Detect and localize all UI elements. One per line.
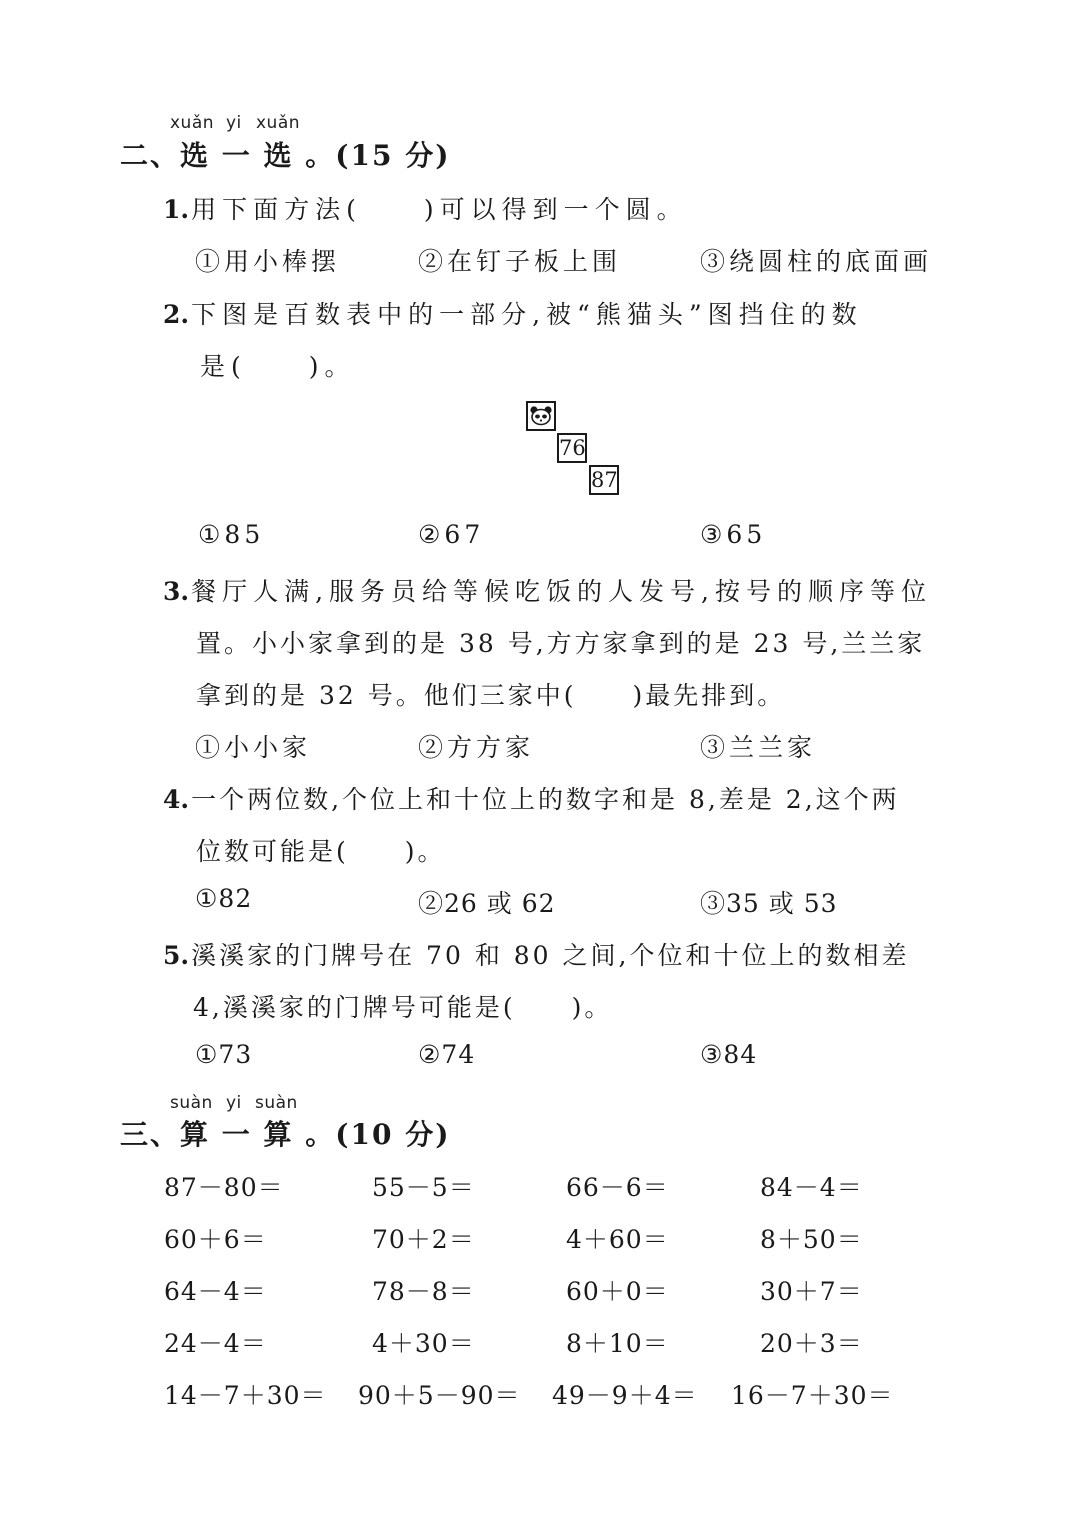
section-2-title: 二、选 一 选 。(15 分) — [120, 139, 451, 172]
q2-option-2[interactable]: ②67 — [418, 520, 485, 549]
q5-option-1[interactable]: ①73 — [195, 1040, 253, 1069]
q3-option-1[interactable]: ①小小家 — [195, 733, 312, 762]
question-1 — [163, 190, 688, 226]
question-2-number: 2. — [163, 300, 190, 329]
question-4-line-2: 位数可能是( )。 — [196, 837, 446, 866]
calc-4-3: 8＋10＝ — [566, 1329, 669, 1358]
calc-5-1: 14－7＋30＝ — [164, 1381, 327, 1410]
number-cell-87: 87 — [589, 465, 619, 495]
q3-option-3[interactable]: ③兰兰家 — [700, 733, 817, 762]
calc-4-2: 4＋30＝ — [372, 1329, 475, 1358]
question-5-line-2: 4,溪溪家的门牌号可能是( )。 — [193, 993, 613, 1022]
section-3-title: 三、算 一 算 。(10 分) — [120, 1118, 451, 1151]
q4-option-1[interactable]: ①82 — [195, 884, 253, 913]
calc-4-4: 20＋3＝ — [760, 1329, 863, 1358]
q4-option-3[interactable]: ③35 或 53 — [700, 889, 838, 918]
q2-option-1[interactable]: ①85 — [198, 520, 265, 549]
calc-2-1: 60＋6＝ — [164, 1225, 267, 1254]
panda-head-icon — [528, 403, 554, 429]
calc-3-4: 30＋7＝ — [760, 1277, 863, 1306]
calc-3-3: 60＋0＝ — [566, 1277, 669, 1306]
q2-option-3[interactable]: ③65 — [700, 520, 767, 549]
q1-option-2[interactable]: ②在钉子板上围 — [418, 247, 622, 276]
calc-3-2: 78－8＝ — [372, 1277, 475, 1306]
pinyin-suan-2: suàn — [255, 1093, 298, 1113]
q1-option-1[interactable]: ①用小棒摆 — [195, 247, 341, 276]
question-1-text: 用下面方法( )可以得到一个圆。 — [191, 195, 688, 224]
q1-option-3[interactable]: ③绕圆柱的底面画 — [700, 247, 933, 276]
calc-5-3: 49－9＋4＝ — [552, 1381, 698, 1410]
question-5-number: 5. — [163, 941, 190, 970]
question-3 — [163, 572, 932, 608]
question-2-line-2: 是( )。 — [200, 352, 356, 381]
question-4-number: 4. — [163, 785, 190, 814]
pinyin-suan-1: suàn — [170, 1093, 213, 1113]
question-4 — [163, 780, 900, 816]
pinyin-yi-2: yi — [226, 1093, 242, 1113]
question-3-number: 3. — [163, 577, 190, 606]
panda-cell — [526, 401, 556, 431]
calc-5-4: 16－7＋30＝ — [731, 1381, 894, 1410]
question-5 — [163, 936, 909, 972]
calc-2-3: 4＋60＝ — [566, 1225, 669, 1254]
calc-1-1: 87－80＝ — [164, 1173, 284, 1202]
calc-2-4: 8＋50＝ — [760, 1225, 863, 1254]
q5-option-2[interactable]: ②74 — [418, 1040, 476, 1069]
calc-4-1: 24－4＝ — [164, 1329, 267, 1358]
question-4-line-1: 一个两位数,个位上和十位上的数字和是 8,差是 2,这个两 — [191, 785, 900, 814]
calc-5-2: 90＋5－90＝ — [358, 1381, 521, 1410]
q5-option-3[interactable]: ③84 — [700, 1040, 758, 1069]
q3-option-2[interactable]: ②方方家 — [418, 733, 535, 762]
calc-3-1: 64－4＝ — [164, 1277, 267, 1306]
calc-1-2: 55－5＝ — [372, 1173, 475, 1202]
calc-1-3: 66－6＝ — [566, 1173, 669, 1202]
pinyin-xuan-2: xuǎn — [256, 113, 301, 133]
question-3-line-1: 餐厅人满,服务员给等候吃饭的人发号,按号的顺序等位 — [191, 577, 933, 606]
question-2-line-1: 下图是百数表中的一部分,被“熊猫头”图挡住的数 — [191, 300, 863, 329]
question-3-line-2: 置。小小家拿到的是 38 号,方方家拿到的是 23 号,兰兰家 — [196, 629, 926, 658]
calc-1-4: 84－4＝ — [760, 1173, 863, 1202]
pinyin-xuan-1: xuǎn — [170, 113, 215, 133]
question-2 — [163, 295, 863, 331]
question-3-line-3: 拿到的是 32 号。他们三家中( )最先排到。 — [196, 681, 786, 710]
pinyin-yi: yi — [226, 113, 242, 133]
calc-2-2: 70＋2＝ — [372, 1225, 475, 1254]
q4-option-2[interactable]: ②26 或 62 — [418, 889, 556, 918]
number-cell-76: 76 — [557, 433, 587, 463]
question-1-number: 1. — [163, 195, 190, 224]
question-5-line-1: 溪溪家的门牌号在 70 和 80 之间,个位和十位上的数相差 — [191, 941, 910, 970]
